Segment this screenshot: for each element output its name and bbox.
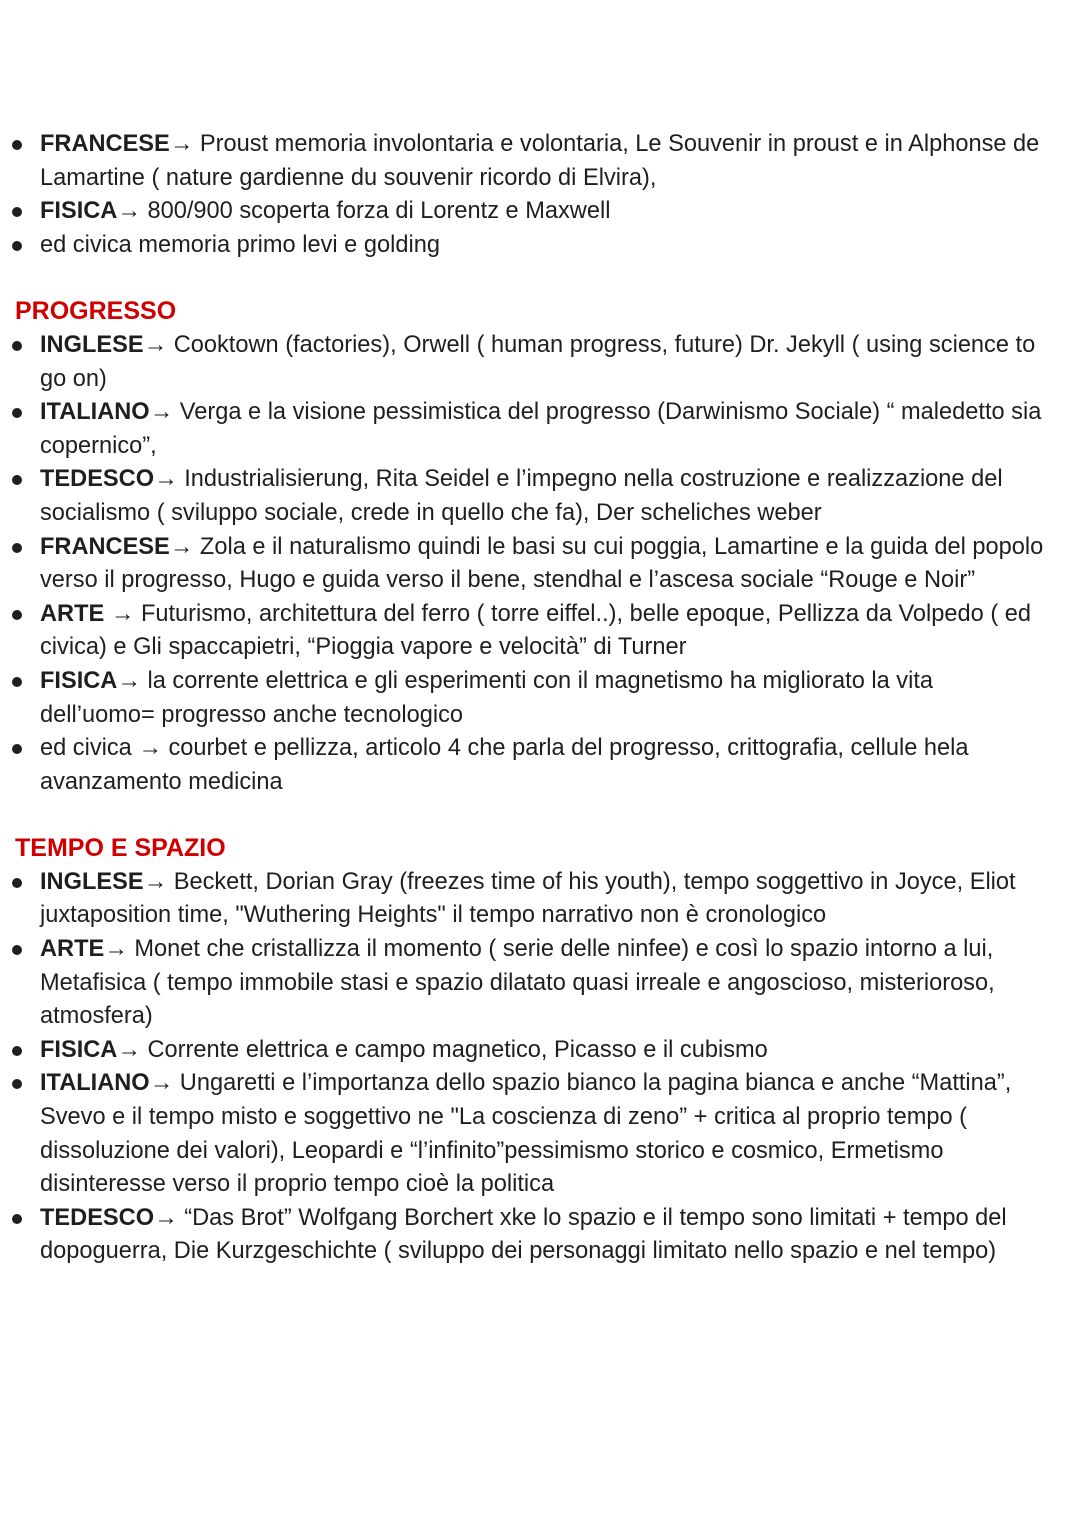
bullet-dot [12, 207, 22, 217]
item-text: Cooktown (factories), Orwell ( human progress, future) Dr. Jekyll ( using science to go on) [40, 331, 1036, 392]
item-text: Futurismo, architettura del ferro ( torre eiffel..), belle epoque, Pellizza da Volpedo ( ed civica) e Gli spaccapietri, “Pioggia vapore e velocità” di Turner [40, 600, 1031, 661]
arrow: → [143, 331, 168, 358]
section-heading: TEMPO E SPAZIO [15, 834, 226, 863]
list-item [0, 329, 1080, 396]
bullet-dot [12, 408, 22, 418]
bullet-list [0, 866, 1080, 1269]
subject-label: FRANCESE [40, 533, 170, 560]
list-item [0, 665, 1080, 732]
bullet-dot [12, 543, 22, 553]
bullet-dot [12, 610, 22, 620]
arrow: → [154, 1204, 178, 1231]
item-text: la corrente elettrica e gli esperimenti con il magnetismo ha migliorato la vita dell’uomo= progresso anche tecnologico [40, 667, 933, 728]
arrow: → [149, 1070, 174, 1097]
item-text: Verga e la visione pessimistica del progresso (Darwinismo Sociale) “ maledetto sia copernico”, [40, 399, 1042, 459]
subject-label: ITALIANO [40, 1070, 150, 1097]
list-item [0, 195, 1080, 229]
bullet-dot [12, 1214, 22, 1224]
section-tempo-e-spazio [0, 832, 1080, 1269]
list-item [0, 1067, 1080, 1201]
item-text: ed civica → courbet e pellizza, articolo 4 che parla del progresso, crittografia, cellule hela avanzamento medicina [40, 735, 969, 795]
bullet-dot [12, 878, 22, 888]
section-heading: PROGRESSO [15, 297, 177, 326]
bullet-list [0, 128, 1080, 262]
bullet-dot [12, 744, 22, 754]
item-text: 800/900 scoperta forza di Lorentz e Maxwell [140, 198, 611, 225]
subject-label: ITALIANO [40, 399, 150, 426]
item-text: ed civica memoria primo levi e golding [40, 231, 440, 258]
subject-label: FISICA [40, 198, 118, 225]
list-item [0, 1202, 1080, 1269]
subject-label: TEDESCO [40, 466, 155, 493]
list-item [0, 1034, 1080, 1068]
bullet-list [0, 329, 1080, 799]
bullet-dot [12, 1046, 22, 1056]
list-item [0, 531, 1080, 598]
subject-label: ARTE [40, 600, 105, 627]
arrow: → [143, 868, 168, 895]
list-item [0, 463, 1080, 530]
bullet-dot [12, 677, 22, 687]
section-progresso [0, 295, 1080, 799]
subject-label: INGLESE [40, 868, 144, 895]
section-memoria-continuation [0, 128, 1080, 262]
subject-label: TEDESCO [40, 1204, 155, 1231]
bullet-dot [12, 241, 22, 251]
subject-label: FISICA [40, 667, 118, 694]
subject-label: FISICA [40, 1036, 118, 1063]
arrow: → [169, 131, 194, 157]
list-item [0, 933, 1080, 1034]
bullet-dot [12, 475, 22, 485]
bullet-dot [12, 945, 22, 955]
list-item [0, 866, 1080, 933]
section-spacer [0, 262, 1080, 295]
list-item [0, 598, 1080, 665]
arrow: → [154, 466, 178, 493]
arrow: → [169, 533, 194, 560]
item-text: Ungaretti e l’importanza dello spazio bianco la pagina bianca e anche “Mattina”, Svevo e il tempo misto e soggettivo ne "La coscienza di zeno” + critica al proprio tempo ( dissoluzione dei valori), Leopardi e “l’infinito”pessimismo storico e cosmico, Ermetismo disinteresse verso il proprio tempo cioè la politica [40, 1070, 1012, 1198]
notes-page [0, 128, 1080, 1269]
arrow: → [117, 667, 141, 694]
item-text: Corrente elettrica e campo magnetico, Picasso e il cubismo [140, 1036, 768, 1063]
item-text: Proust memoria involontaria e volontaria, Le Souvenir in proust e in Alphonse de Lamartine ( nature gardienne du souvenir ricordo di Elvira), [40, 131, 1040, 191]
list-item [0, 229, 1080, 263]
item-text: Monet che cristallizza il momento ( serie delle ninfee) e così lo spazio intorno a lui, Metafisica ( tempo immobile stasi e spazio dilatato quasi irreale e angoscioso, misterioroso, atmosfera) [40, 936, 995, 1030]
item-text: Zola e il naturalismo quindi le basi su cui poggia, Lamartine e la guida del popolo verso il progresso, Hugo e guida verso il bene, stendhal e l’ascesa sociale “Rouge e Noir” [40, 533, 1044, 594]
item-text: Beckett, Dorian Gray (freezes time of his youth), tempo soggettivo in Joyce, Eliot juxtaposition time, "Wuthering Heights" il tempo narrativo non è cronologico [40, 868, 1016, 929]
arrow: → [104, 936, 128, 963]
arrow: → [117, 1036, 141, 1063]
list-item [0, 128, 1080, 195]
arrow: → [104, 600, 135, 627]
list-item [0, 732, 1080, 799]
item-text: Industrialisierung, Rita Seidel e l’impegno nella costruzione e realizzazione del socialismo ( sviluppo sociale, crede in quello che fa), Der scheliches weber [40, 466, 1003, 526]
section-spacer [0, 799, 1080, 832]
list-item [0, 396, 1080, 463]
arrow: → [117, 198, 141, 225]
subject-label: FRANCESE [40, 131, 170, 157]
item-text: “Das Brot” Wolfgang Borchert xke lo spazio e il tempo sono limitati + tempo del dopoguerra, Die Kurzgeschichte ( sviluppo dei personaggi limitato nello spazio e nel tempo) [40, 1204, 1007, 1265]
bullet-dot [12, 140, 22, 150]
subject-label: ARTE [40, 936, 105, 963]
arrow: → [149, 399, 174, 426]
subject-label: INGLESE [40, 331, 144, 358]
bullet-dot [12, 1079, 22, 1089]
bullet-dot [12, 341, 22, 351]
